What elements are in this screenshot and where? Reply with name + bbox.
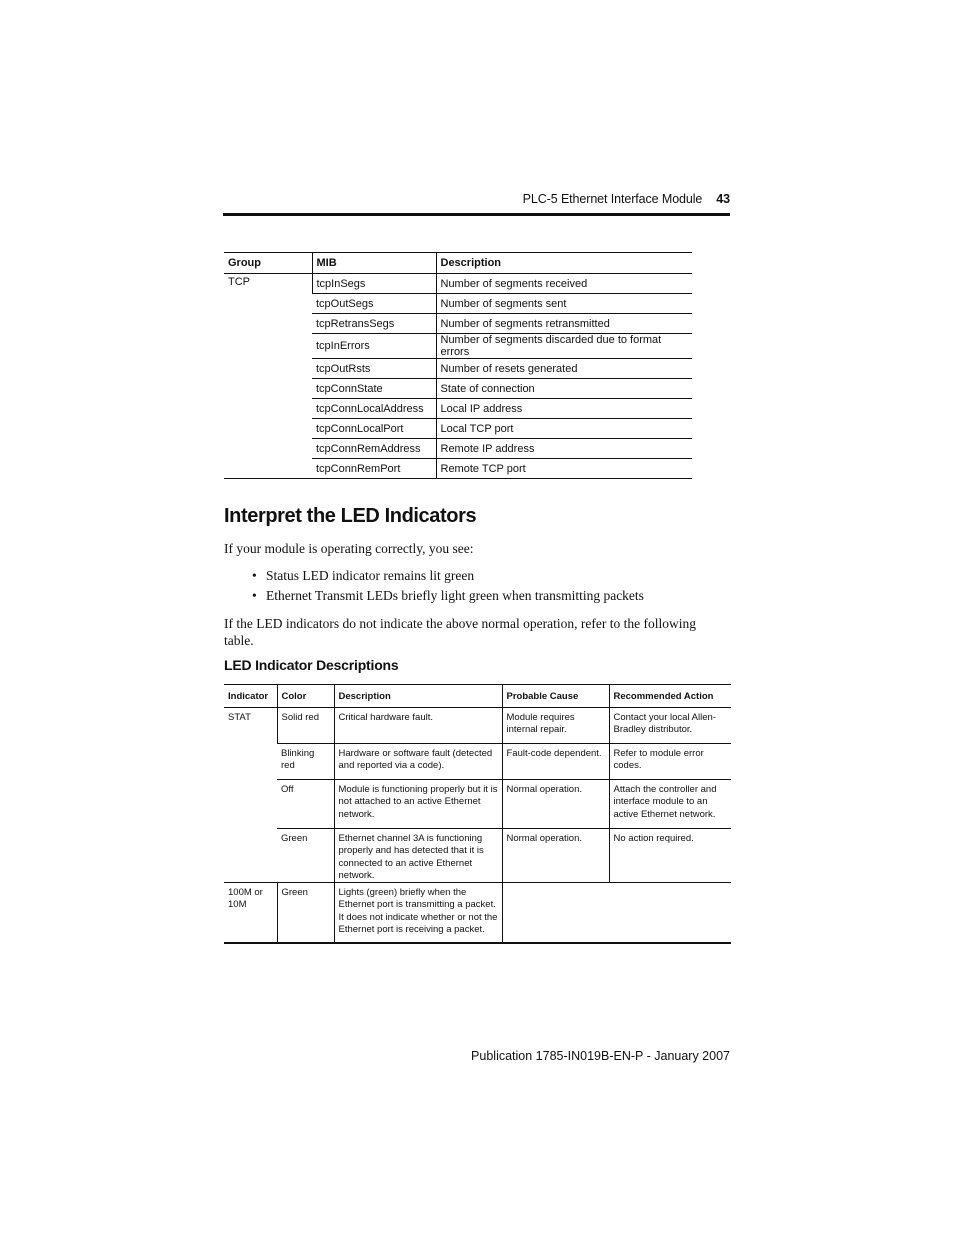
mib-name-cell: tcpConnRemAddress — [312, 439, 436, 459]
action-cell: Attach the controller and interface module to an active Ethernet network. — [609, 780, 731, 829]
color-cell: Off — [277, 780, 334, 829]
mib-description-cell: Number of segments sent — [436, 294, 692, 314]
mib-name-cell: tcpInErrors — [312, 334, 436, 359]
led-table-header-row — [224, 685, 731, 708]
table-row — [224, 780, 731, 829]
description-cell: Hardware or software fault (detected and reported via a code). — [334, 744, 502, 780]
led-header-cause: Probable Cause — [502, 685, 609, 708]
mib-name-cell: tcpConnRemPort — [312, 459, 436, 479]
section-title: Interpret the LED Indicators — [224, 505, 477, 527]
led-header-description: Description — [334, 685, 502, 708]
description-cell: Ethernet channel 3A is functioning properly and has detected that it is connected to an active Ethernet network. — [334, 829, 502, 883]
indicator-cell: 100M or 10M — [224, 883, 277, 943]
body-paragraph: If the LED indicators do not indicate the above normal operation, refer to the following table. — [224, 616, 696, 648]
mib-description-cell: Number of segments discarded due to format errors — [436, 334, 692, 359]
list-item: • Ethernet Transmit LEDs briefly light green when transmitting packets — [252, 588, 644, 608]
mib-table — [224, 252, 692, 479]
mib-header-group: Group — [224, 253, 312, 274]
led-table — [224, 684, 731, 944]
color-cell: Blinking red — [277, 744, 334, 780]
cause-cell: Normal operation. — [502, 780, 609, 829]
header-rule — [223, 213, 730, 216]
color-cell: Green — [277, 883, 334, 943]
mib-description-cell: Remote TCP port — [436, 459, 692, 479]
table-row — [224, 744, 731, 780]
action-cell: No action required. — [609, 829, 731, 883]
action-cell: Refer to module error codes. — [609, 744, 731, 780]
page-number: 43 — [716, 192, 730, 206]
mib-header-description: Description — [436, 253, 692, 274]
list-item: • Status LED indicator remains lit green — [252, 568, 644, 588]
mib-name-cell: tcpOutSegs — [312, 294, 436, 314]
mib-name-cell: tcpRetransSegs — [312, 314, 436, 334]
description-cell: Lights (green) briefly when the Ethernet port is transmitting a packet. It does not indicate whether or not the Ethernet port is receiving a packet. — [334, 883, 502, 943]
cause-cell: Normal operation. — [502, 829, 609, 883]
mib-description-cell: Local IP address — [436, 399, 692, 419]
mib-group-cell: TCP — [224, 274, 312, 479]
table-row — [224, 274, 692, 294]
mib-name-cell: tcpOutRsts — [312, 359, 436, 379]
action-cell: Contact your local Allen-Bradley distributor. — [609, 708, 731, 744]
mib-name-cell: tcpConnState — [312, 379, 436, 399]
mib-description-cell: Number of resets generated — [436, 359, 692, 379]
header-title: PLC-5 Ethernet Interface Module — [522, 192, 703, 206]
mib-description-cell: Local TCP port — [436, 419, 692, 439]
mib-name-cell: tcpInSegs — [312, 274, 436, 294]
mib-name-cell: tcpConnLocalPort — [312, 419, 436, 439]
bullet-list — [252, 568, 644, 608]
table-row — [224, 883, 731, 943]
table-title: LED Indicator Descriptions — [224, 657, 399, 673]
led-header-color: Color — [277, 685, 334, 708]
indicator-cell: STAT — [224, 708, 277, 883]
mib-description-cell: Number of segments retransmitted — [436, 314, 692, 334]
table-row — [224, 829, 731, 883]
intro-text: If your module is operating correctly, you see: — [224, 541, 474, 556]
mib-description-cell: Number of segments received — [436, 274, 692, 294]
mib-header-mib: MIB — [312, 253, 436, 274]
table-row — [224, 708, 731, 744]
mib-description-cell: Remote IP address — [436, 439, 692, 459]
mib-name-cell: tcpConnLocalAddress — [312, 399, 436, 419]
led-header-indicator: Indicator — [224, 685, 277, 708]
description-cell: Critical hardware fault. — [334, 708, 502, 744]
cause-cell: Fault-code dependent. — [502, 744, 609, 780]
footer-publication: Publication 1785-IN019B-EN-P - January 2007 — [471, 1049, 730, 1063]
empty-cell — [502, 883, 731, 943]
led-header-action: Recommended Action — [609, 685, 731, 708]
mib-table-header-row — [224, 253, 692, 274]
color-cell: Solid red — [277, 708, 334, 744]
running-header — [523, 192, 730, 206]
cause-cell: Module requires internal repair. — [502, 708, 609, 744]
mib-description-cell: State of connection — [436, 379, 692, 399]
description-cell: Module is functioning properly but it is not attached to an active Ethernet network. — [334, 780, 502, 829]
color-cell: Green — [277, 829, 334, 883]
